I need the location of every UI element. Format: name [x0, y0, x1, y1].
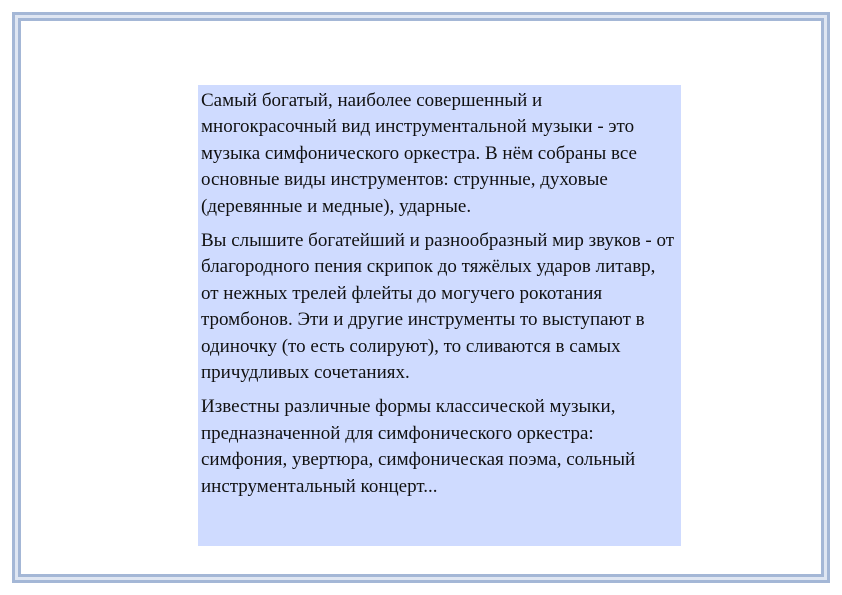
paragraph-orchestra-intro: Самый богатый, наиболее совершенный и многокрасочный вид инструментальной музыки - это музыка симфонического оркестра. В нём собраны все основные виды инструментов: струнные, духовые (деревянные и медные), ударные. [201, 90, 637, 217]
text-box [198, 85, 681, 546]
paragraph-instrument-sounds: Вы слышите богатейший и разнообразный мир звуков - от благородного пения скрипок до тяжёлых ударов литавр, от нежных трелей флейты до могучего рокотания тромбонов. Эти и другие инструменты то выступают в одиночку (то есть солируют), то сливаются в самых причудливых сочетаниях. [201, 230, 675, 384]
paragraph-music-forms: Известны различные формы классической музыки, предназначенной для симфонического оркестра: симфония, увертюра, симфоническая поэма, сольный инструментальный концерт... [201, 396, 636, 497]
